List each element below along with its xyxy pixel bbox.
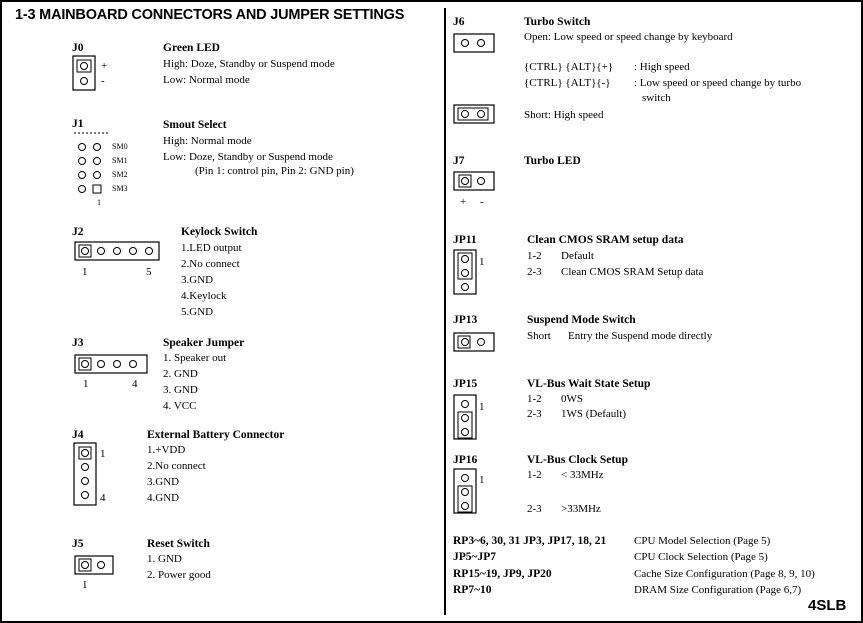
j5-pin-one-label: 1 [82,579,88,591]
j4-description [147,442,206,506]
j1-description [163,133,333,165]
j1-pin-label: SM0 [112,142,128,151]
ref-description: CPU Clock Selection (Page 5) [634,551,768,563]
j2-name: Keylock Switch [181,226,258,238]
j0-line: High: Doze, Standby or Suspend mode [163,58,335,70]
j3-line: 3. GND [163,384,198,396]
j1-pin-note: (Pin 1: control pin, Pin 2: GND pin) [195,165,354,177]
j6-pin-header-icon [453,33,497,55]
j6-key-combo-down-value-cont: switch [642,92,671,104]
j2-id: J2 [72,226,84,238]
j2-pin-header-icon [74,241,160,263]
ref-description: Cache Size Configuration (Page 8, 9, 10) [634,568,815,580]
jp11-pin-one-label: 1 [479,256,485,268]
j3-name: Speaker Jumper [163,337,245,349]
ref-jumpers: RP7~10 [453,584,492,596]
j4-pin-end: 4 [100,492,106,504]
j6-name: Turbo Switch [524,16,591,28]
ref-jumpers: RP15~19, JP9, JP20 [453,568,552,580]
jp16-setting-key: 1-2 [527,469,542,481]
j4-line: 3.GND [147,476,180,488]
j7-id: J7 [453,155,465,167]
j1-line: High: Normal mode [163,135,252,147]
j6-open-line: Open: Low speed or speed change by keyboard [524,31,733,43]
j6-shorted-header-icon [453,104,497,126]
j4-pin-header-icon [73,442,97,508]
j4-line: 1.+VDD [147,444,186,456]
column-divider [444,8,446,615]
jp11-setting-value: Clean CMOS SRAM Setup data [561,266,704,278]
j1-line: Low: Doze, Standby or Suspend mode [163,151,333,163]
board-model-label: 4SLB [808,597,847,614]
j5-description [147,551,211,583]
jp15-id: JP15 [453,378,478,390]
j0-description [163,56,335,88]
jp16-setting-value: < 33MHz [561,469,604,481]
j3-pin-header-icon [74,354,150,376]
j6-key-combo-up: {CTRL} {ALT}{+} [524,61,614,73]
j2-line: 5.GND [181,306,214,318]
j6-id: J6 [453,16,465,28]
jp16-setting-value: >33MHz [561,503,601,515]
jp11-setting-value: Default [561,250,594,262]
jp16-id: JP16 [453,454,478,466]
j4-line: 2.No connect [147,460,206,472]
ref-jumpers: JP5~JP7 [453,551,497,563]
jp11-setting-key: 1-2 [527,250,542,262]
j2-line: 2.No connect [181,258,240,270]
j6-key-combo-down: {CTRL} {ALT}{-} [524,77,611,89]
jp11-setting-key: 2-3 [527,266,542,278]
j1-id: J1 [72,118,84,130]
jp16-pin-one-label: 1 [479,474,485,486]
jp13-id: JP13 [453,314,478,326]
j2-pin-start: 1 [82,266,88,278]
j3-line: 2. GND [163,368,198,380]
j2-description [181,240,242,320]
jp15-setting-value: 1WS (Default) [561,408,627,420]
j3-pin-end: 4 [132,378,138,390]
j0-pin-minus: - [101,75,105,87]
j3-pin-start: 1 [83,378,89,390]
j7-pin-plus: + [460,196,467,208]
j0-connector-icon [72,55,96,91]
j1-pin-label: SM3 [112,184,128,193]
j3-line: 1. Speaker out [163,352,227,364]
j7-pin-minus: - [480,196,484,208]
j4-name: External Battery Connector [147,429,285,441]
jp16-jumper-icon [453,468,477,514]
j2-line: 3.GND [181,274,214,286]
j6-key-combo-down-value: : Low speed or speed change by turbo [634,77,802,89]
jp11-id: JP11 [453,234,477,246]
j0-pin-plus: + [101,60,108,72]
j0-id: J0 [72,42,84,54]
j2-line: 4.Keylock [181,290,227,302]
j1-pin-label: SM2 [112,170,128,179]
j0-name: Green LED [163,42,220,54]
page-title: 1-3 MAINBOARD CONNECTORS AND JUMPER SETTINGS [15,7,405,23]
j3-line: 4. VCC [163,400,197,412]
j3-id: J3 [72,337,84,349]
j7-pin-header-icon [453,171,497,193]
jp13-pin-header-icon [453,332,497,354]
j1-pin-one-label: 1 [97,198,101,207]
jp15-jumper-icon [453,394,477,440]
j5-line: 2. Power good [147,569,211,581]
jp15-pin-one-label: 1 [479,401,485,413]
j4-pin-start: 1 [100,448,106,460]
j3-description [163,350,226,414]
j6-short-line: Short: High speed [524,109,604,121]
jp11-name: Clean CMOS SRAM setup data [527,234,684,246]
j0-line: Low: Normal mode [163,74,250,86]
ref-description: CPU Model Selection (Page 5) [634,535,771,547]
jp13-setting-value: Entry the Suspend mode directly [568,330,713,342]
j4-id: J4 [72,429,84,441]
j5-line: 1. GND [147,553,182,565]
j5-pin-header-icon [74,555,116,577]
jp15-name: VL-Bus Wait State Setup [527,378,651,390]
jp13-setting-key: Short [527,330,551,342]
j4-line: 4.GND [147,492,180,504]
ref-description: DRAM Size Configuration (Page 6,7) [634,584,802,596]
j2-pin-end: 5 [146,266,152,278]
ref-jumpers: RP3~6, 30, 31 JP3, JP17, 18, 21 [453,535,607,547]
j2-line: 1.LED output [181,242,242,254]
j1-name: Smout Select [163,119,227,131]
jp16-name: VL-Bus Clock Setup [527,454,628,466]
jp11-jumper-icon [453,249,477,295]
jp16-setting-key: 2-3 [527,503,542,515]
jp15-setting-value: 0WS [561,393,583,405]
j5-id: J5 [72,538,84,550]
jp15-setting-key: 1-2 [527,393,542,405]
jp15-setting-key: 2-3 [527,408,542,420]
j5-name: Reset Switch [147,538,210,550]
jp13-name: Suspend Mode Switch [527,314,636,326]
j1-pin-label: SM1 [112,156,128,165]
j1-pin-header-icon [72,132,112,198]
j7-name: Turbo LED [524,155,581,167]
j6-key-combo-up-value: : High speed [634,61,690,73]
